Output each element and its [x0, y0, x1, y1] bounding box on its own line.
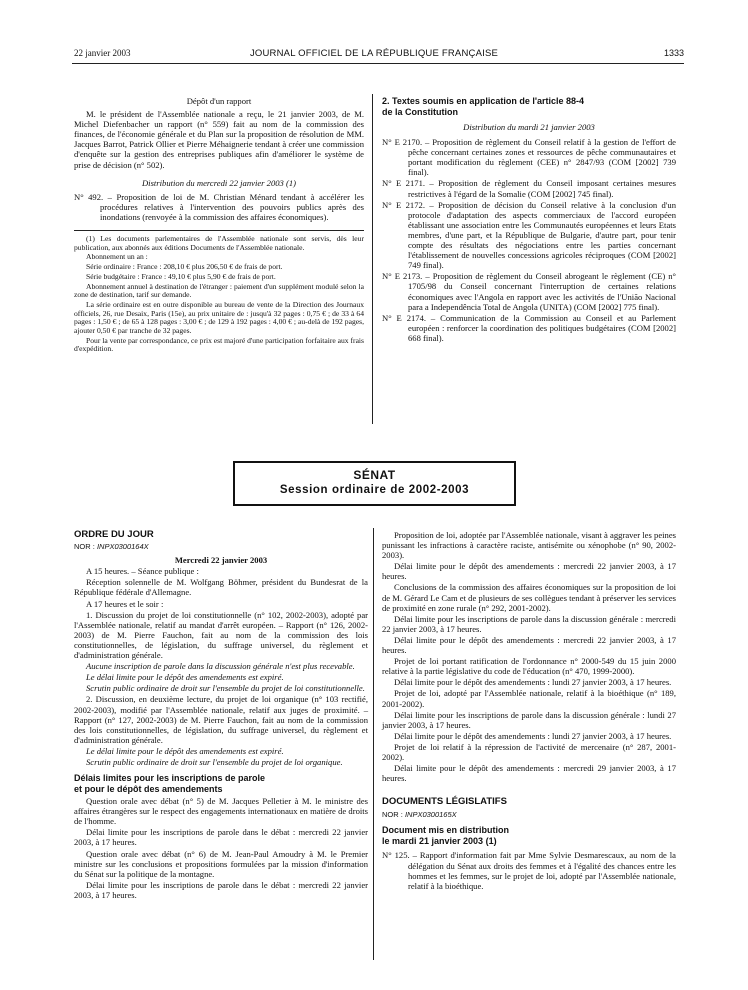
list-item: N° E 2172. – Proposition de décision du Conseil relative à la conclusion d'un protocole d'adaptation des aspects commerciaux de l'accord européen établissant une association entre les Communautés européennes et leurs Etats membres, d'une part, et la République de Bulgarie, d'autre part, pour tenir compte des résultats des négociations entre les parties concernant l'établissement de nouvelles concessions agricoles réciproques (COM [2002] 749 final).: [382, 199, 676, 271]
ordre-du-jour-title: ORDRE DU JOUR: [74, 529, 154, 540]
section-title: 2. Textes soumis en application de l'article 88-4: [382, 96, 585, 106]
senate-title: SÉNAT: [353, 468, 396, 482]
list-item: N° E 2174. – Communication de la Commission au Conseil et au Parlement européen : renforcer la coordination des politiques budgétaires (COM [2002] 668 final).: [382, 312, 676, 343]
paragraph: Question orale avec débat (n° 6) de M. Jean-Paul Amoudry à M. le Premier ministre sur les conclusions et propositions formulées par la mission d'information du Sénat sur la politique de la montagne.: [74, 848, 368, 879]
paragraph: Conclusions de la commission des affaires économiques sur la proposition de loi de M. Gérard Le Cam et de plusieurs de ses collègues tendant à préserver les services de proximité en zone rurale (n° 292, 2001-2002).: [382, 582, 676, 613]
paragraph: Délai limite pour le dépôt des amendements : lundi 27 janvier 2003, à 17 heures.: [394, 730, 672, 741]
senat-right-column: [382, 530, 676, 892]
paragraph: 2. Discussion, en deuxième lecture, du projet de loi organique (n° 103 rectifié, 2002-2003), modifié par l'Assemblée nationale, relatif aux juges de proximité. – Rapport (n° 127, 2002-2003) de M. Pierre Fauchon, fait au nom de la commission des lois constitutionnelles, de législation, du suffrage universel, du règlement et d'administration générale.: [74, 694, 368, 745]
nor-reference: [74, 542, 368, 552]
journal-title: JOURNAL OFFICIEL DE LA RÉPUBLIQUE FRANÇAISE: [249, 48, 499, 59]
nor-label: NOR :: [382, 810, 403, 820]
depot-title: Dépôt d'un rapport: [186, 96, 252, 106]
footnote-text: Abonnement un an :: [86, 252, 148, 262]
nor-label: NOR :: [74, 542, 95, 552]
column-divider: [372, 94, 373, 424]
nor-reference: [382, 810, 676, 820]
section-title: de la Constitution: [382, 107, 458, 117]
paragraph: Réception solennelle de M. Wolfgang Böhmer, président du Bundesrat de la République fédérale d'Allemagne.: [74, 577, 368, 598]
paragraph: Délai limite pour le dépôt des amendements : mercredi 29 janvier 2003, à 17 heures.: [382, 763, 676, 784]
day-heading: Mercredi 22 janvier 2003: [174, 555, 268, 566]
paragraph: Délai limite pour les inscriptions de parole dans la discussion générale : mercredi 22 janvier 2003, à 17 heures.: [382, 613, 676, 634]
paragraph: Aucune inscription de parole dans la discussion générale n'est plus recevable.: [86, 661, 355, 672]
an-left-column: [74, 96, 364, 355]
list-item: N° E 2170. – Proposition de règlement du Conseil relatif à la gestion de l'effort de pêche concernant certaines zones et ressources de pêche communautaires et portant modification du règlement (CEE) n° 2847/93 (COM [2002] 739 final).: [382, 137, 676, 178]
paragraph: Délai limite pour le dépôt des amendements : mercredi 22 janvier 2003, à 17 heures.: [382, 634, 676, 656]
document-item: N° 492. – Proposition de loi de M. Christian Ménard tendant à accélérer les procédures relatives à l'intervention des pouvoirs publics après des inondations (renvoyée à la commission des affaires économiques).: [74, 191, 364, 222]
senate-subtitle: Session ordinaire de 2002-2003: [279, 484, 470, 496]
list-item: N° E 2171. – Proposition de règlement du Conseil imposant certaines mesures restrictives à l'égard de la Somalie (COM [2002] 745 final).: [382, 178, 676, 199]
nor-value: INPX0300164X: [96, 542, 149, 552]
paragraph: A 15 heures. – Séance publique :: [86, 566, 199, 577]
paragraph: Proposition de loi, adoptée par l'Assemblée nationale, visant à aggraver les peines punissant les infractions à caractère raciste, antisémite ou xénophobe (n° 90, 2002-2003).: [382, 530, 676, 561]
paragraph: Question orale avec débat (n° 5) de M. Jacques Pelletier à M. le ministre des affaires étrangères sur le respect des engagements internationaux en matière de droits de l'homme.: [74, 796, 368, 827]
column-divider: [373, 528, 374, 960]
footnote-text: Abonnement annuel à destination de l'étranger : paiement d'un supplément modulé selon la zone de destination, tarif sur demande.: [74, 281, 364, 300]
documents-subtitle: Document mis en distribution: [382, 825, 510, 836]
footnote-text: La série ordinaire est en outre disponible au bureau de vente de la Direction des Journaux officiels, 26, rue Desaix, Paris (15e), au prix unitaire de : jusqu'à 32 pages : 0,75 € ; de 33 à 64 pages : 1,50 € ; de 65 à 128 pages : 3,00 € ; de 129 à 192 pages : 4,00 € ; au-delà de 192 pages, ajouter 0,50 € par tranche de 32 pages.: [74, 299, 364, 336]
paragraph: Le délai limite pour le dépôt des amendements est expiré.: [86, 672, 284, 683]
paragraph: A 17 heures et le soir :: [86, 598, 164, 609]
header-rule: [72, 63, 684, 64]
footnote-text: Série ordinaire : France : 208,10 € plus 206,50 € de frais de port.: [86, 262, 283, 272]
paragraph: Le délai limite pour le dépôt des amendements est expiré.: [86, 745, 284, 756]
an-right-column: [382, 96, 676, 344]
paragraph: Projet de loi relatif à la répression de l'activité de mercenaire (n° 287, 2001-2002).: [382, 741, 676, 762]
delais-title: Délais limites pour les inscriptions de parole: [74, 773, 266, 784]
distribution-heading: Distribution du mercredi 22 janvier 2003 (1): [141, 177, 297, 188]
senate-banner: [233, 461, 516, 506]
paragraph: Scrutin public ordinaire de droit sur l'ensemble du projet de loi organique.: [86, 756, 343, 767]
footnote-text: Série budgétaire : France : 49,10 € plus 5,90 € de frais de port.: [86, 271, 276, 281]
footnote-text: Pour la vente par correspondance, ce prix est majoré d'une participation forfaitaire aux frais d'expédition.: [74, 335, 364, 354]
paragraph: Délai limite pour les inscriptions de parole dans le débat : mercredi 22 janvier 2003, à 17 heures.: [74, 827, 368, 848]
paragraph: Délai limite pour le dépôt des amendements : lundi 27 janvier 2003, à 17 heures.: [394, 677, 672, 688]
senat-left-column: [74, 530, 368, 901]
paragraph: Délai limite pour les inscriptions de parole dans le débat : mercredi 22 janvier 2003, à 17 heures.: [74, 879, 368, 900]
paragraph: Projet de loi portant ratification de l'ordonnance n° 2000-549 du 15 juin 2000 relative à la partie législative du code de l'éducation (n° 470, 1999-2000).: [382, 656, 676, 677]
documents-subtitle: le mardi 21 janvier 2003 (1): [382, 836, 497, 847]
list-item: N° E 2173. – Proposition de règlement du Conseil abrogeant le règlement (CE) n° 1705/98 du Conseil concernant l'interruption de certaines relations économiques avec l'Angola en rapport avec les activités de l'União Nacional para a Independência Total de Angola (UNITA) (COM [2002] 775 final).: [382, 271, 676, 312]
paragraph: Scrutin public ordinaire de droit sur l'ensemble du projet de loi constitutionnelle.: [86, 683, 365, 694]
nor-value: INPX0300165X: [404, 810, 457, 820]
depot-text: M. le président de l'Assemblée nationale a reçu, le 21 janvier 2003, de M. Michel Diefenbacher un rapport (n° 559) fait au nom de la commission des finances, de l'économie générale et du Plan sur la proposition de résolution de MM. Jacques Barrot, Patrick Ollier et Pierre Méhaignerie tendant à créer une commission d'enquête sur la gestion des entreprises publiques afin d'améliorer le système de prise de décision (n° 502).: [74, 109, 364, 170]
delais-title: et pour le dépôt des amendements: [74, 784, 223, 795]
paragraph: 1. Discussion du projet de loi constitutionnelle (n° 102, 2002-2003), adopté par l'Assemblée nationale, relatif au mandat d'arrêt européen. – Rapport (n° 126, 2002-2003) de M. Pierre Fauchon, fait au nom de la commission des lois constitutionnelles, de législation, du suffrage universel, du règlement et d'administration générale.: [74, 609, 368, 661]
distribution-heading: Distribution du mardi 21 janvier 2003: [463, 122, 595, 132]
paragraph: Délai limite pour le dépôt des amendements : mercredi 22 janvier 2003, à 17 heures.: [382, 561, 676, 582]
page-number: 1333: [663, 48, 684, 58]
page-date: 22 janvier 2003: [74, 48, 131, 58]
footnote-rule: [74, 230, 364, 231]
paragraph: Délai limite pour les inscriptions de parole dans la discussion générale : lundi 27 janvier 2003, à 17 heures.: [382, 709, 676, 730]
document-item: N° 125. – Rapport d'information fait par Mme Sylvie Desmarescaux, au nom de la délégation du Sénat aux droits des femmes et à l'égalité des chances entre les hommes et les femmes, sur le projet de loi, adopté par l'Assemblée nationale, relatif à la bioéthique.: [382, 850, 676, 891]
paragraph: Projet de loi, adopté par l'Assemblée nationale, relatif à la bioéthique (n° 189, 2001-2002).: [382, 688, 676, 709]
footnote-text: (1) Les documents parlementaires de l'Assemblée nationale sont servis, dès leur publication, aux abonnés aux éditions Documents de l'Assemblée nationale.: [74, 234, 364, 252]
documents-title: DOCUMENTS LÉGISLATIFS: [382, 796, 507, 808]
